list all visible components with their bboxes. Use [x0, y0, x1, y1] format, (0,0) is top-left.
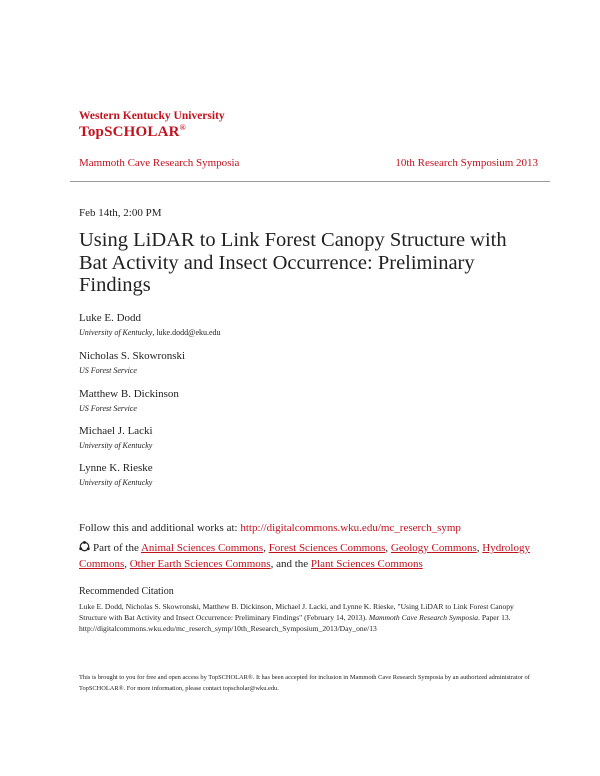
author-name: Matthew B. Dickinson	[79, 388, 179, 400]
network-commons-icon	[79, 541, 90, 552]
list-separator: ,	[385, 542, 391, 554]
repository-name: TopSCHOLAR	[79, 124, 180, 140]
author-name: Michael J. Lacki	[79, 425, 153, 437]
university-name: Western Kentucky University	[79, 110, 225, 122]
animal-sciences-commons-link[interactable]: Animal Sciences Commons	[140, 542, 264, 554]
header-divider	[70, 181, 550, 182]
author-affiliation: University of Kentucky	[79, 441, 153, 450]
paper-title: Using LiDAR to Link Forest Canopy Structure with Bat Activity and Insect Occurrence: Preliminary Findings	[79, 229, 507, 296]
series-link[interactable]: Mammoth Cave Research Symposia	[79, 157, 240, 169]
author-affiliation: University of Kentucky	[79, 478, 153, 487]
author-block	[79, 388, 179, 413]
citation-heading: Recommended Citation	[79, 586, 174, 597]
citation-main: Luke E. Dodd, Nicholas S. Skowronski, Matthew B. Dickinson, Michael J. Lacki, and Lynne K. Rieske, "Using LiDAR to Link Forest Canopy Structure with Bat Activity and Insect Occurrence: Preliminary Findings" (February 14, 2013).	[79, 602, 514, 623]
citation-paper: . Paper 13.	[478, 613, 511, 623]
author-block	[79, 312, 221, 337]
follow-prefix: Follow this and additional works at:	[79, 522, 241, 534]
forest-sciences-commons-link[interactable]: Forest Sciences Commons	[268, 542, 386, 554]
repository-logo[interactable]	[79, 123, 186, 141]
author-affiliation: US Forest Service	[79, 366, 137, 375]
author-block	[79, 462, 153, 487]
author-name: Nicholas S. Skowronski	[79, 350, 186, 362]
follow-line	[79, 522, 461, 534]
access-notice: This is brought to you for free and open access by TopSCHOLAR®. It has been accepted for inclusion in Mammoth Cave Research Symposia by an authorized administrator of TopSCHOLAR®. For more information, please contact topscholar@wku.edu.	[79, 674, 530, 692]
author-block	[79, 350, 185, 375]
author-name: Luke E. Dodd	[79, 312, 142, 324]
collection-link[interactable]: http://digitalcommons.wku.edu/mc_reserch_symp	[240, 522, 461, 534]
author-affiliation	[79, 328, 221, 337]
citation-journal: Mammoth Cave Research Symposia	[368, 613, 479, 623]
plant-sciences-commons-link[interactable]: Plant Sciences Commons	[310, 558, 423, 570]
registered-mark: ®	[179, 123, 186, 132]
citation-url: http://digitalcommons.wku.edu/mc_reserch_symp/10th_Research_Symposium_2013/Day_one/13	[79, 624, 377, 634]
list-separator: ,	[124, 558, 130, 570]
author-block	[79, 425, 153, 450]
event-link[interactable]: 10th Research Symposium 2013	[395, 157, 538, 169]
citation-text	[79, 601, 529, 635]
part-of-prefix: Part of the	[93, 542, 141, 554]
other-earth-sciences-commons-link[interactable]: Other Earth Sciences Commons	[129, 558, 271, 570]
list-separator: ,	[476, 542, 483, 554]
list-separator: , and the	[270, 558, 311, 570]
author-name: Lynne K. Rieske	[79, 462, 153, 474]
session-date: Feb 14th, 2:00 PM	[79, 207, 162, 219]
author-affiliation: US Forest Service	[79, 404, 137, 413]
affiliation-name: University of Kentucky	[79, 328, 153, 337]
geology-commons-link[interactable]: Geology Commons	[390, 542, 477, 554]
part-of-commons	[79, 540, 549, 572]
list-separator: ,	[263, 542, 269, 554]
author-email: , luke.dodd@eku.edu	[152, 328, 221, 337]
hydrology-commons-link[interactable]: Hydrology Commons	[79, 542, 530, 570]
